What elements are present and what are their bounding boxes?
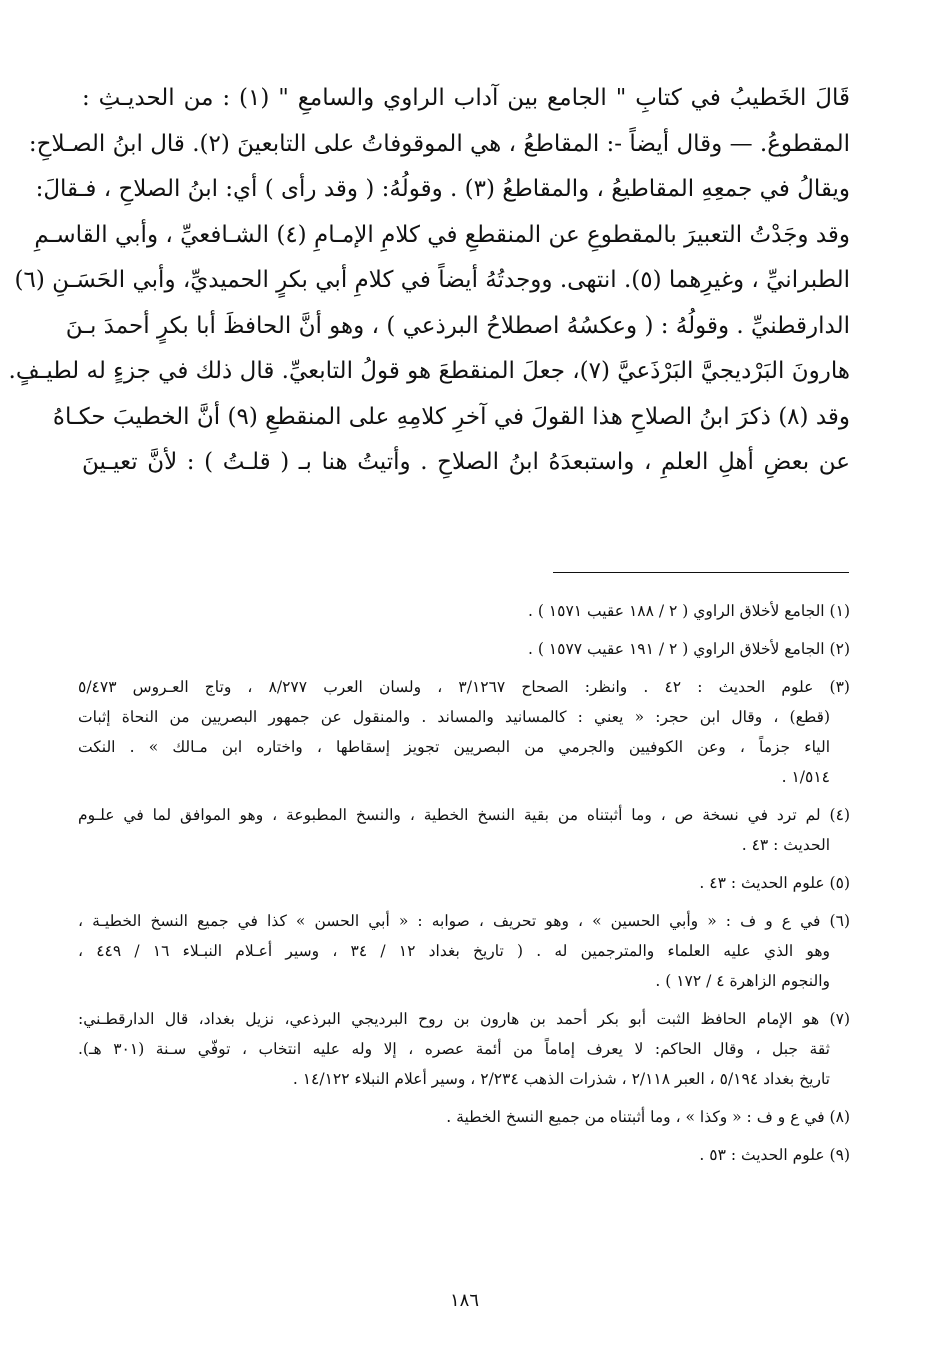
footnote-3 bbox=[78, 672, 850, 792]
main-text-line: هارونَ البَرْديجيَّ البَرْذَعيَّ (٧)، جعلَ المنقطعَ هو قولُ التابعيِّ. قال ذلك في جزءٍ له لطيـفٍ. bbox=[8, 358, 850, 384]
footnote-text: هو الإمام الحافظ الثبت أبو بكر أحمد بن هارون بن روح البرديجي البرذعي، نزيل بغداد، قال الدارقطـني: bbox=[78, 1010, 820, 1028]
page-number: ١٨٦ bbox=[449, 1290, 479, 1311]
footnote-number: (٢) bbox=[829, 640, 850, 658]
footnote-number: (٤) bbox=[829, 806, 850, 824]
footnote-text: (قطع) ، وقال ابن حجر: « يعني : كالمسانيد والمساند . والمنقول عن جمهور البصريين من النحاة إثبات bbox=[78, 708, 830, 726]
main-text-line: عن بعضِ أهلِ العلمِ ، واستبعدَهُ ابنُ الصلاحِ . وأتيتُ هنا بـ ( قلـتُ ) : لأنَّ تعيـينَ bbox=[82, 449, 850, 475]
footnote-5 bbox=[78, 868, 850, 898]
footnote-text: الياء جزماً ، وعن الكوفيين والجرمي من البصريين تجويز إسقاطها ، واختاره ابن مـالك » . النكت bbox=[78, 738, 830, 756]
footnote-text: ١/٥١٤ . bbox=[781, 768, 830, 786]
footnote-text: لم ترد في نسخة ص ، وما أثبتناه من بقية النسخ الخطية ، والنسخ المطبوعة ، وهو الموافق لما في علـوم bbox=[78, 806, 821, 824]
main-text-line: الدارقطنيِّ . وقولُهُ : ( وعكسُهُ اصطلاحُ البرذعي ) ، وهو أنَّ الحافظَ أبا بكرٍ أحمدَ بـنَ bbox=[65, 312, 850, 339]
footnote-number: (٩) bbox=[829, 1146, 850, 1164]
footnote-9 bbox=[78, 1140, 850, 1170]
footnote-8 bbox=[78, 1102, 850, 1132]
footnote-1 bbox=[78, 596, 850, 626]
footnote-number: (١) bbox=[829, 602, 850, 620]
main-text-line: قَالَ الخَطيبُ في كتابِ " الجامع بين آداب الراوي والسامعِ " (١) : من الحديـثِ : bbox=[82, 85, 850, 111]
footnote-text: علوم الحديث : ٤٣ . bbox=[699, 874, 825, 892]
footnote-number: (٥) bbox=[829, 874, 850, 892]
footnote-text: والنجوم الزاهرة ٤ / ١٧٢ ) . bbox=[655, 972, 830, 990]
footnote-number: (٧) bbox=[829, 1010, 850, 1028]
footnote-text: في ع و ف : « وأبي الحسين » ، وهو تحريف ، صوابه : « أبي الحسن » كذا في جميع النسخ الخطيـة ، bbox=[78, 912, 821, 930]
footnote-6 bbox=[78, 906, 850, 996]
footnote-2 bbox=[78, 634, 850, 664]
main-text-line: المقطوعُ. — وقال أيضاً -: المقاطعُ ، هي الموقوفاتُ على التابعينَ (٢). قال ابنُ الصـلاحِ: bbox=[28, 130, 850, 157]
footnote-text: الجامع لأخلاق الراوي ( ٢ / ١٩١ عقيب ١٥٧٧ ) . bbox=[527, 640, 825, 658]
footnote-separator bbox=[553, 572, 849, 573]
footnote-number: (٦) bbox=[829, 912, 850, 930]
footnote-text: علوم الحديث : ٥٣ . bbox=[699, 1146, 825, 1164]
footnote-number: (٣) bbox=[829, 678, 850, 696]
main-text bbox=[8, 76, 850, 486]
footnote-number: (٨) bbox=[829, 1108, 850, 1126]
main-text-line: ويقالُ في جمعِهِ المقاطيعُ ، والمقاطعُ (٣) . وقولُهُ: ( وقد رأى ) أي: ابنُ الصلاحِ ، فـقالَ: bbox=[35, 176, 850, 202]
main-text-line: وقد (٨) ذكرَ ابنُ الصلاحِ هذا القولَ في آخرِ كلامِهِ على المنقطعِ (٩) أنَّ الخطيبَ حكـاهُ bbox=[52, 403, 850, 430]
main-text-line: الطبرانيِّ ، وغيرِهما (٥). انتهى. ووجدتُهُ أيضاً في كلامِ أبي بكرٍ الحميديِّ، وأبي الحَسَـنِ (٦) bbox=[14, 267, 850, 293]
footnote-4 bbox=[78, 800, 850, 860]
footnote-text: تاريخ بغداد ٥/١٩٤ ، العبر ٢/١١٨ ، شذرات الذهب ٢/٢٣٤ ، وسير أعلام النبلاء ١٤/١٢٢ . bbox=[292, 1070, 830, 1088]
footnote-text: وهو الذي عليه العلماء والمترجمين له . ( تاريخ بغداد ١٢ / ٣٤ ، وسير أعـلام النبـلاء ١٦ / ٤٤٩ ، bbox=[78, 942, 830, 960]
footnote-text: الحديث : ٤٣ . bbox=[741, 836, 830, 854]
footnote-text: الجامع لأخلاق الراوي ( ٢ / ١٨٨ عقيب ١٥٧١ ) . bbox=[527, 602, 825, 620]
footnote-text: علوم الحديث : ٤٢ . وانظر: الصحاح ٣/١٢٦٧ ، ولسان العرب ٨/٢٧٧ ، وتاج العـروس ٥/٤٧٣ bbox=[78, 678, 814, 696]
main-text-line: وقد وجَدْتُ التعبيرَ بالمقطوعِ عن المنقطعِ في كلامِ الإمـامِ (٤) الشـافعيِّ ، وأبي القاسـمِ bbox=[34, 221, 850, 248]
footnotes bbox=[78, 596, 850, 1178]
footnote-text: ثقة جبل ، وقال الحاكم: لا يعرف إماماً من أئمة عصره ، إلا وله عليه انتخاب ، توفّي سـنة (٣٠١ هـ). bbox=[78, 1040, 830, 1058]
footnote-7 bbox=[78, 1004, 850, 1094]
footnote-text: في ع و ف : « وكذا » ، وما أثبتناه من جميع النسخ الخطية . bbox=[446, 1108, 825, 1126]
